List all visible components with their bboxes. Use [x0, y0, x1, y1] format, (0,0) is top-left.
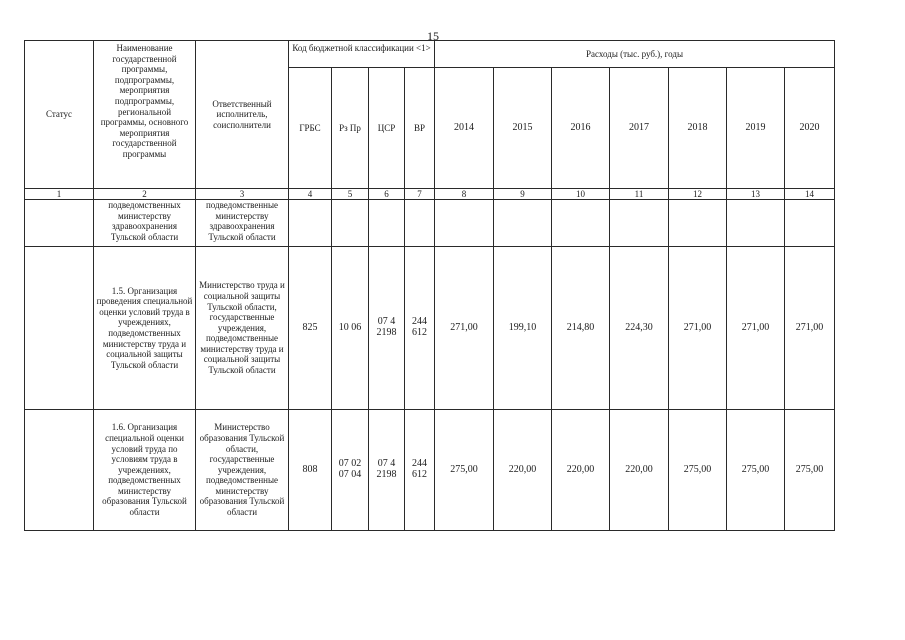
row-value [727, 200, 785, 247]
row-value: 275,00 [669, 410, 727, 531]
header-year: 2018 [669, 68, 727, 189]
row-status [25, 410, 94, 531]
column-number: 1 [25, 189, 94, 200]
column-number: 13 [727, 189, 785, 200]
row-grbs: 825 [289, 247, 332, 410]
header-year: 2014 [435, 68, 494, 189]
column-number: 8 [435, 189, 494, 200]
row-value [494, 200, 552, 247]
row-value: 271,00 [785, 247, 835, 410]
row-status [25, 200, 94, 247]
header-expenses: Расходы (тыс. руб.), годы [435, 41, 835, 68]
row-value: 220,00 [610, 410, 669, 531]
row-name: 1.5. Организация проведения специальной оценки условий труда в учреждениях, подведомственных министерству труда и социальной защиты Тульской области [94, 247, 196, 410]
row-value: 271,00 [727, 247, 785, 410]
header-budget-code: Код бюджетной классификации <1> [289, 41, 435, 68]
header-year: 2020 [785, 68, 835, 189]
column-number: 5 [332, 189, 369, 200]
row-executor: Министерство образования Тульской области, государственные учреждения, подведомственные министерству образования Тульской области [196, 410, 289, 531]
header-rzpr: Рз Пр [332, 68, 369, 189]
row-rzpr [332, 200, 369, 247]
row-grbs [289, 200, 332, 247]
row-executor: подведомственные министерству здравоохранения Тульской области [196, 200, 289, 247]
row-value [669, 200, 727, 247]
header-year: 2016 [552, 68, 610, 189]
row-value: 271,00 [669, 247, 727, 410]
row-status [25, 247, 94, 410]
column-number: 3 [196, 189, 289, 200]
header-year: 2015 [494, 68, 552, 189]
header-name: Наименование государственной программы, подпрограммы, мероприятия подпрограммы, региональной программы, основного мероприятия государственной программы [94, 41, 196, 189]
header-csr: ЦСР [369, 68, 405, 189]
row-vr: 244 612 [405, 410, 435, 531]
row-value: 214,80 [552, 247, 610, 410]
table-row [25, 247, 835, 410]
row-executor: Министерство труда и социальной защиты Тульской области, государственные учреждения, подведомственные министерству труда и социальной защиты Тульской области [196, 247, 289, 410]
header-status: Статус [25, 41, 94, 189]
row-name: 1.6. Организация специальной оценки условий труда по условиям труда в учреждениях, подведомственных министерству образования Тульской области [94, 410, 196, 531]
page-number: 15 [427, 29, 439, 43]
row-value: 220,00 [494, 410, 552, 531]
row-csr: 07 4 2198 [369, 410, 405, 531]
header-year: 2017 [610, 68, 669, 189]
row-csr [369, 200, 405, 247]
column-number: 4 [289, 189, 332, 200]
column-number: 11 [610, 189, 669, 200]
table-row [25, 200, 835, 247]
column-number: 10 [552, 189, 610, 200]
row-value: 220,00 [552, 410, 610, 531]
row-value [552, 200, 610, 247]
row-value: 199,10 [494, 247, 552, 410]
row-grbs: 808 [289, 410, 332, 531]
header-executor: Ответственный исполнитель, соисполнители [196, 41, 289, 189]
row-value [785, 200, 835, 247]
header-row-1 [25, 41, 835, 68]
row-vr: 244 612 [405, 247, 435, 410]
row-value: 275,00 [727, 410, 785, 531]
header-year: 2019 [727, 68, 785, 189]
column-number: 2 [94, 189, 196, 200]
column-number: 12 [669, 189, 727, 200]
table-row [25, 410, 835, 531]
row-value: 271,00 [435, 247, 494, 410]
column-number-row [25, 189, 835, 200]
row-value [435, 200, 494, 247]
column-number: 6 [369, 189, 405, 200]
row-rzpr: 10 06 [332, 247, 369, 410]
row-value: 275,00 [785, 410, 835, 531]
row-name: подведомственных министерству здравоохранения Тульской области [94, 200, 196, 247]
budget-table [24, 40, 835, 531]
row-value: 224,30 [610, 247, 669, 410]
column-number: 14 [785, 189, 835, 200]
column-number: 9 [494, 189, 552, 200]
header-vr: ВР [405, 68, 435, 189]
row-csr: 07 4 2198 [369, 247, 405, 410]
row-value [610, 200, 669, 247]
row-value: 275,00 [435, 410, 494, 531]
column-number: 7 [405, 189, 435, 200]
header-grbs: ГРБС [289, 68, 332, 189]
row-vr [405, 200, 435, 247]
row-rzpr: 07 02 07 04 [332, 410, 369, 531]
